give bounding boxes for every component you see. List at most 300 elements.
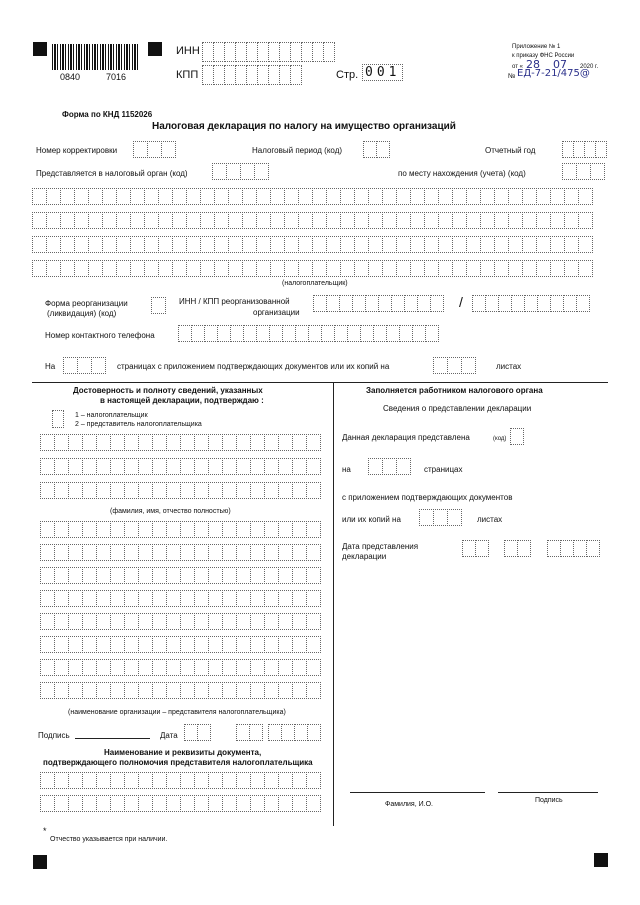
- field-row[interactable]: [40, 567, 320, 584]
- input-cell[interactable]: [166, 482, 181, 499]
- input-cell[interactable]: [60, 236, 75, 253]
- input-cell[interactable]: [74, 188, 89, 205]
- input-cell[interactable]: [82, 772, 97, 789]
- input-cell[interactable]: [138, 458, 153, 475]
- input-cell[interactable]: [180, 772, 195, 789]
- input-cell[interactable]: [508, 212, 523, 229]
- input-cell[interactable]: [40, 682, 55, 699]
- input-cell[interactable]: [96, 659, 111, 676]
- input-cell[interactable]: [340, 188, 355, 205]
- input-cell[interactable]: [562, 163, 577, 180]
- input-cell[interactable]: [382, 260, 397, 277]
- input-cell[interactable]: [292, 434, 307, 451]
- input-cell[interactable]: [354, 236, 369, 253]
- input-cell[interactable]: [461, 357, 476, 374]
- input-cell[interactable]: [68, 613, 83, 630]
- input-cell[interactable]: [228, 260, 243, 277]
- input-cell[interactable]: [517, 540, 531, 557]
- sign-line[interactable]: [75, 738, 150, 739]
- submission-date-year[interactable]: [547, 540, 599, 557]
- field-row[interactable]: [32, 260, 592, 277]
- input-cell[interactable]: [292, 590, 307, 607]
- input-cell[interactable]: [522, 236, 537, 253]
- input-cell[interactable]: [152, 659, 167, 676]
- input-cell[interactable]: [166, 795, 181, 812]
- input-cell[interactable]: [88, 260, 103, 277]
- input-cell[interactable]: [256, 260, 271, 277]
- input-cell[interactable]: [194, 482, 209, 499]
- input-cell[interactable]: [306, 544, 321, 561]
- input-cell[interactable]: [230, 325, 244, 342]
- input-cell[interactable]: [264, 659, 279, 676]
- input-cell[interactable]: [412, 325, 426, 342]
- input-cell[interactable]: [180, 521, 195, 538]
- input-cell[interactable]: [124, 590, 139, 607]
- input-cell[interactable]: [339, 295, 353, 312]
- input-cell[interactable]: [424, 260, 439, 277]
- input-cell[interactable]: [564, 188, 579, 205]
- input-cell[interactable]: [284, 260, 299, 277]
- input-cell[interactable]: [60, 188, 75, 205]
- field-row[interactable]: [32, 236, 592, 253]
- input-cell[interactable]: [91, 357, 106, 374]
- input-cell[interactable]: [158, 236, 173, 253]
- input-cell[interactable]: [166, 772, 181, 789]
- input-cell[interactable]: [60, 260, 75, 277]
- input-cell[interactable]: [550, 212, 565, 229]
- input-cell[interactable]: [236, 482, 251, 499]
- input-cell[interactable]: [68, 567, 83, 584]
- input-cell[interactable]: [138, 590, 153, 607]
- input-cell[interactable]: [96, 613, 111, 630]
- input-cell[interactable]: [40, 590, 55, 607]
- input-cell[interactable]: [77, 357, 92, 374]
- input-cell[interactable]: [200, 188, 215, 205]
- input-cell[interactable]: [40, 458, 55, 475]
- input-cell[interactable]: [208, 482, 223, 499]
- input-cell[interactable]: [144, 212, 159, 229]
- input-cell[interactable]: [352, 295, 366, 312]
- right-sheets-field[interactable]: [419, 509, 461, 526]
- input-cell[interactable]: [228, 212, 243, 229]
- input-cell[interactable]: [166, 521, 181, 538]
- input-cell[interactable]: [166, 458, 181, 475]
- input-cell[interactable]: [399, 325, 413, 342]
- input-cell[interactable]: [269, 325, 283, 342]
- input-cell[interactable]: [298, 260, 313, 277]
- input-cell[interactable]: [284, 236, 299, 253]
- input-cell[interactable]: [180, 659, 195, 676]
- input-cell[interactable]: [306, 590, 321, 607]
- kpp-field[interactable]: [202, 65, 301, 85]
- input-cell[interactable]: [424, 212, 439, 229]
- input-cell[interactable]: [110, 434, 125, 451]
- input-cell[interactable]: [82, 659, 97, 676]
- input-cell[interactable]: [130, 212, 145, 229]
- input-cell[interactable]: [180, 458, 195, 475]
- input-cell[interactable]: [96, 772, 111, 789]
- tax-authority-field[interactable]: [212, 163, 268, 180]
- input-cell[interactable]: [194, 659, 209, 676]
- input-cell[interactable]: [96, 590, 111, 607]
- input-cell[interactable]: [270, 260, 285, 277]
- input-cell[interactable]: [410, 188, 425, 205]
- input-cell[interactable]: [254, 163, 269, 180]
- input-cell[interactable]: [82, 521, 97, 538]
- right-sign-line[interactable]: [498, 792, 598, 793]
- input-cell[interactable]: [184, 724, 198, 741]
- sheets-count-field[interactable]: [433, 357, 475, 374]
- right-pages-field[interactable]: [368, 458, 410, 475]
- input-cell[interactable]: [354, 212, 369, 229]
- input-cell[interactable]: [278, 659, 293, 676]
- input-cell[interactable]: [466, 260, 481, 277]
- input-cell[interactable]: [292, 613, 307, 630]
- input-cell[interactable]: [236, 659, 251, 676]
- input-cell[interactable]: [564, 236, 579, 253]
- input-cell[interactable]: [250, 482, 265, 499]
- input-cell[interactable]: [264, 482, 279, 499]
- input-cell[interactable]: [166, 567, 181, 584]
- left-date-year[interactable]: [268, 724, 320, 741]
- input-cell[interactable]: [74, 260, 89, 277]
- input-cell[interactable]: [124, 613, 139, 630]
- input-cell[interactable]: [249, 724, 263, 741]
- input-cell[interactable]: [54, 636, 69, 653]
- input-cell[interactable]: [144, 188, 159, 205]
- submission-date-month[interactable]: [504, 540, 530, 557]
- input-cell[interactable]: [250, 613, 265, 630]
- input-cell[interactable]: [46, 236, 61, 253]
- phone-field[interactable]: [178, 325, 438, 342]
- input-cell[interactable]: [138, 636, 153, 653]
- input-cell[interactable]: [326, 260, 341, 277]
- input-cell[interactable]: [68, 682, 83, 699]
- input-cell[interactable]: [152, 482, 167, 499]
- input-cell[interactable]: [396, 212, 411, 229]
- input-cell[interactable]: [404, 295, 418, 312]
- input-cell[interactable]: [82, 434, 97, 451]
- input-cell[interactable]: [194, 544, 209, 561]
- input-cell[interactable]: [180, 590, 195, 607]
- input-cell[interactable]: [278, 795, 293, 812]
- input-cell[interactable]: [68, 482, 83, 499]
- field-row[interactable]: [40, 772, 320, 789]
- input-cell[interactable]: [563, 295, 577, 312]
- input-cell[interactable]: [138, 795, 153, 812]
- input-cell[interactable]: [166, 544, 181, 561]
- input-cell[interactable]: [52, 410, 64, 428]
- input-cell[interactable]: [116, 212, 131, 229]
- input-cell[interactable]: [498, 295, 512, 312]
- input-cell[interactable]: [151, 297, 166, 314]
- input-cell[interactable]: [110, 544, 125, 561]
- input-cell[interactable]: [292, 567, 307, 584]
- input-cell[interactable]: [180, 795, 195, 812]
- submitted-code-field[interactable]: [510, 428, 523, 445]
- input-cell[interactable]: [208, 795, 223, 812]
- input-cell[interactable]: [222, 795, 237, 812]
- input-cell[interactable]: [522, 260, 537, 277]
- input-cell[interactable]: [166, 613, 181, 630]
- input-cell[interactable]: [298, 236, 313, 253]
- input-cell[interactable]: [82, 544, 97, 561]
- input-cell[interactable]: [250, 772, 265, 789]
- input-cell[interactable]: [222, 613, 237, 630]
- input-cell[interactable]: [96, 434, 111, 451]
- input-cell[interactable]: [54, 521, 69, 538]
- input-cell[interactable]: [396, 188, 411, 205]
- input-cell[interactable]: [424, 236, 439, 253]
- input-cell[interactable]: [54, 567, 69, 584]
- input-cell[interactable]: [138, 434, 153, 451]
- input-cell[interactable]: [152, 682, 167, 699]
- input-cell[interactable]: [264, 458, 279, 475]
- input-cell[interactable]: [578, 236, 593, 253]
- input-cell[interactable]: [313, 295, 327, 312]
- input-cell[interactable]: [363, 141, 377, 158]
- input-cell[interactable]: [116, 236, 131, 253]
- left-date-day[interactable]: [184, 724, 210, 741]
- input-cell[interactable]: [278, 567, 293, 584]
- input-cell[interactable]: [354, 260, 369, 277]
- input-cell[interactable]: [46, 260, 61, 277]
- input-cell[interactable]: [46, 212, 61, 229]
- left-date-month[interactable]: [236, 724, 262, 741]
- input-cell[interactable]: [321, 325, 335, 342]
- input-cell[interactable]: [133, 141, 148, 158]
- input-cell[interactable]: [200, 260, 215, 277]
- input-cell[interactable]: [452, 212, 467, 229]
- input-cell[interactable]: [222, 636, 237, 653]
- input-cell[interactable]: [452, 260, 467, 277]
- input-cell[interactable]: [124, 636, 139, 653]
- input-cell[interactable]: [438, 236, 453, 253]
- input-cell[interactable]: [284, 212, 299, 229]
- input-cell[interactable]: [191, 325, 205, 342]
- input-cell[interactable]: [480, 260, 495, 277]
- input-cell[interactable]: [368, 260, 383, 277]
- input-cell[interactable]: [270, 236, 285, 253]
- input-cell[interactable]: [438, 188, 453, 205]
- input-cell[interactable]: [236, 636, 251, 653]
- input-cell[interactable]: [82, 682, 97, 699]
- input-cell[interactable]: [124, 434, 139, 451]
- input-cell[interactable]: [32, 236, 47, 253]
- input-cell[interactable]: [194, 772, 209, 789]
- input-cell[interactable]: [124, 482, 139, 499]
- input-cell[interactable]: [54, 434, 69, 451]
- input-cell[interactable]: [68, 590, 83, 607]
- input-cell[interactable]: [180, 567, 195, 584]
- input-cell[interactable]: [365, 295, 379, 312]
- input-cell[interactable]: [208, 659, 223, 676]
- input-cell[interactable]: [110, 772, 125, 789]
- input-cell[interactable]: [278, 482, 293, 499]
- input-cell[interactable]: [250, 458, 265, 475]
- input-cell[interactable]: [536, 188, 551, 205]
- input-cell[interactable]: [326, 236, 341, 253]
- input-cell[interactable]: [278, 772, 293, 789]
- input-cell[interactable]: [295, 325, 309, 342]
- input-cell[interactable]: [292, 458, 307, 475]
- input-cell[interactable]: [54, 659, 69, 676]
- input-cell[interactable]: [96, 458, 111, 475]
- input-cell[interactable]: [326, 188, 341, 205]
- input-cell[interactable]: [292, 659, 307, 676]
- input-cell[interactable]: [40, 434, 55, 451]
- input-cell[interactable]: [194, 795, 209, 812]
- input-cell[interactable]: [222, 458, 237, 475]
- input-cell[interactable]: [578, 212, 593, 229]
- input-cell[interactable]: [82, 458, 97, 475]
- input-cell[interactable]: [396, 458, 411, 475]
- input-cell[interactable]: [536, 260, 551, 277]
- input-cell[interactable]: [110, 567, 125, 584]
- input-cell[interactable]: [208, 434, 223, 451]
- input-cell[interactable]: [236, 458, 251, 475]
- input-cell[interactable]: [68, 544, 83, 561]
- input-cell[interactable]: [124, 772, 139, 789]
- input-cell[interactable]: [382, 188, 397, 205]
- input-cell[interactable]: [236, 724, 250, 741]
- input-cell[interactable]: [382, 458, 397, 475]
- input-cell[interactable]: [172, 188, 187, 205]
- input-cell[interactable]: [480, 212, 495, 229]
- input-cell[interactable]: [550, 295, 564, 312]
- input-cell[interactable]: [240, 163, 255, 180]
- input-cell[interactable]: [68, 458, 83, 475]
- input-cell[interactable]: [278, 613, 293, 630]
- tax-period-field[interactable]: [363, 141, 389, 158]
- field-row[interactable]: [32, 212, 592, 229]
- input-cell[interactable]: [264, 613, 279, 630]
- input-cell[interactable]: [306, 521, 321, 538]
- input-cell[interactable]: [228, 236, 243, 253]
- input-cell[interactable]: [208, 567, 223, 584]
- input-cell[interactable]: [54, 458, 69, 475]
- input-cell[interactable]: [82, 482, 97, 499]
- input-cell[interactable]: [208, 590, 223, 607]
- input-cell[interactable]: [264, 772, 279, 789]
- input-cell[interactable]: [222, 772, 237, 789]
- field-row[interactable]: [40, 482, 320, 499]
- input-cell[interactable]: [508, 236, 523, 253]
- input-cell[interactable]: [110, 636, 125, 653]
- input-cell[interactable]: [480, 236, 495, 253]
- input-cell[interactable]: [214, 212, 229, 229]
- input-cell[interactable]: [172, 212, 187, 229]
- input-cell[interactable]: [222, 590, 237, 607]
- input-cell[interactable]: [250, 659, 265, 676]
- input-cell[interactable]: [564, 212, 579, 229]
- input-cell[interactable]: [550, 260, 565, 277]
- input-cell[interactable]: [308, 325, 322, 342]
- input-cell[interactable]: [270, 212, 285, 229]
- input-cell[interactable]: [560, 540, 574, 557]
- input-cell[interactable]: [368, 236, 383, 253]
- input-cell[interactable]: [180, 482, 195, 499]
- input-cell[interactable]: [194, 458, 209, 475]
- input-cell[interactable]: [124, 567, 139, 584]
- input-cell[interactable]: [256, 325, 270, 342]
- input-cell[interactable]: [214, 236, 229, 253]
- correction-field[interactable]: [133, 141, 175, 158]
- input-cell[interactable]: [472, 295, 486, 312]
- input-cell[interactable]: [250, 434, 265, 451]
- input-cell[interactable]: [166, 659, 181, 676]
- input-cell[interactable]: [292, 636, 307, 653]
- input-cell[interactable]: [102, 260, 117, 277]
- input-cell[interactable]: [438, 260, 453, 277]
- input-cell[interactable]: [194, 682, 209, 699]
- input-cell[interactable]: [110, 482, 125, 499]
- input-cell[interactable]: [494, 236, 509, 253]
- input-cell[interactable]: [82, 567, 97, 584]
- input-cell[interactable]: [510, 428, 524, 445]
- input-cell[interactable]: [124, 659, 139, 676]
- input-cell[interactable]: [236, 434, 251, 451]
- input-cell[interactable]: [54, 613, 69, 630]
- input-cell[interactable]: [102, 212, 117, 229]
- input-cell[interactable]: [290, 65, 302, 85]
- input-cell[interactable]: [306, 482, 321, 499]
- input-cell[interactable]: [54, 590, 69, 607]
- input-cell[interactable]: [116, 188, 131, 205]
- input-cell[interactable]: [152, 521, 167, 538]
- input-cell[interactable]: [242, 260, 257, 277]
- input-cell[interactable]: [340, 260, 355, 277]
- input-cell[interactable]: [508, 260, 523, 277]
- input-cell[interactable]: [522, 188, 537, 205]
- input-cell[interactable]: [180, 613, 195, 630]
- input-cell[interactable]: [576, 295, 590, 312]
- input-cell[interactable]: [284, 188, 299, 205]
- input-cell[interactable]: [200, 236, 215, 253]
- input-cell[interactable]: [452, 236, 467, 253]
- input-cell[interactable]: [222, 659, 237, 676]
- input-cell[interactable]: [60, 212, 75, 229]
- input-cell[interactable]: [236, 544, 251, 561]
- input-cell[interactable]: [256, 236, 271, 253]
- input-cell[interactable]: [124, 521, 139, 538]
- input-cell[interactable]: [494, 188, 509, 205]
- input-cell[interactable]: [410, 260, 425, 277]
- input-cell[interactable]: [96, 567, 111, 584]
- input-cell[interactable]: [278, 544, 293, 561]
- input-cell[interactable]: [138, 682, 153, 699]
- input-cell[interactable]: [306, 458, 321, 475]
- input-cell[interactable]: [312, 236, 327, 253]
- input-cell[interactable]: [270, 188, 285, 205]
- input-cell[interactable]: [306, 636, 321, 653]
- input-cell[interactable]: [236, 613, 251, 630]
- input-cell[interactable]: [186, 260, 201, 277]
- input-cell[interactable]: [386, 325, 400, 342]
- input-cell[interactable]: [347, 325, 361, 342]
- input-cell[interactable]: [504, 540, 518, 557]
- input-cell[interactable]: [368, 212, 383, 229]
- input-cell[interactable]: [130, 260, 145, 277]
- input-cell[interactable]: [222, 544, 237, 561]
- input-cell[interactable]: [40, 521, 55, 538]
- input-cell[interactable]: [430, 295, 444, 312]
- input-cell[interactable]: [264, 636, 279, 653]
- input-cell[interactable]: [82, 613, 97, 630]
- input-cell[interactable]: [212, 163, 227, 180]
- input-cell[interactable]: [396, 236, 411, 253]
- input-cell[interactable]: [447, 509, 462, 526]
